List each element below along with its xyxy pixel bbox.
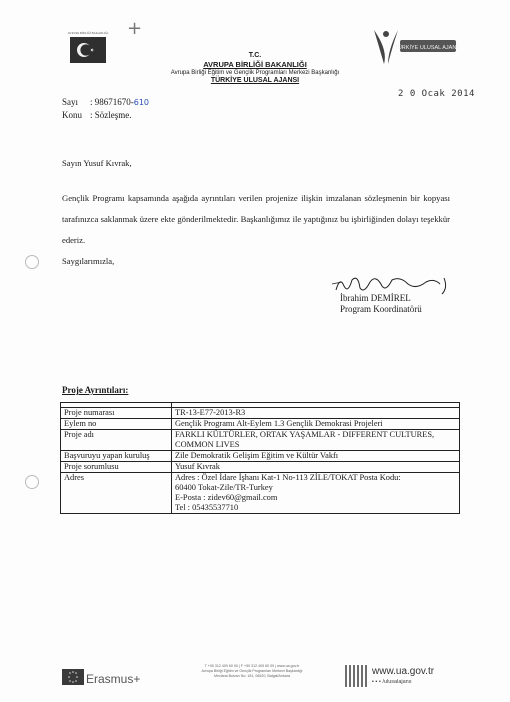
table-row — [61, 430, 460, 451]
website-link[interactable]: www.ua.gov.tr — [372, 666, 435, 677]
erasmus-logo-text: Erasmus+ — [86, 672, 141, 686]
table-row — [61, 419, 460, 430]
sayi-value: : 98671670- — [90, 97, 134, 107]
ministry-logo — [62, 30, 114, 74]
qr-code-icon — [345, 665, 367, 687]
row-label: Adres — [61, 473, 172, 514]
signatory-name: İbrahim DEMİREL — [340, 293, 411, 303]
project-details-heading: Proje Ayrıntıları: — [62, 385, 129, 395]
footer-contact — [177, 664, 327, 679]
left-logo-caption: AVRUPA BİRLİĞİ BAKANLIĞI — [67, 31, 109, 35]
sayi-label: Sayı — [62, 97, 79, 107]
turkish-flag-icon — [70, 37, 106, 63]
row-value: Yusuf Kıvrak — [172, 462, 460, 473]
address-cell — [172, 473, 460, 514]
social-handle-text: /ulusalajans — [382, 679, 412, 685]
social-icons: ▪ ▪ ▪ — [372, 679, 383, 685]
email-line: E-Posta : zidev60@gmail.com — [175, 493, 278, 502]
sayi-handwritten: 610 — [133, 98, 150, 107]
footer-contact-line: T +90 312 409 60 00 | F +90 312 409 60 09 | www.ua.gov.tr — [204, 664, 300, 668]
konu-label: Konu — [62, 110, 82, 120]
eu-flag-icon — [62, 669, 84, 685]
letter-footer — [62, 661, 457, 689]
letter-paragraph: Gençlik Programı kapsamında aşağıda ayrıntıları verilen projenize ilişkin imzalanan sözleşmenin bir kopyası tarafınızca saklanmak üzere ekte gönderilmektedir. Başkanlığımız ile yaptığınız bu işbirliğinden dolayı teşekkür ederiz. — [62, 193, 450, 245]
address-line: 60400 Tokat-Zile/TR-Turkey — [175, 483, 273, 492]
signatory-block — [340, 293, 422, 315]
letterhead-tc: T.C. — [248, 52, 262, 59]
footer-contact-line: Avrupa Birliği Eğitim ve Gençlik Programları Merkezi Başkanlığı — [201, 669, 303, 673]
right-logo-caption: TÜRKİYE ULUSAL AJANSI — [394, 45, 458, 51]
reference-number — [62, 97, 149, 108]
project-details-table — [60, 402, 460, 514]
footer-contact-line: Mevlana Bulvarı No: 181, 06520, Balgat/Ankara — [214, 674, 290, 678]
salutation: Sayın Yusuf Kıvrak, — [62, 158, 132, 168]
punch-hole — [25, 255, 39, 269]
table-row — [61, 408, 460, 419]
row-label: Proje numarası — [61, 408, 172, 419]
address-line: Adres : Özel İdare İşhanı Kat-1 No-113 ZİLE/TOKAT Posta Kodu: — [175, 473, 401, 482]
row-value: TR-13-E77-2013-R3 — [172, 408, 460, 419]
table-row — [61, 462, 460, 473]
row-label: Eylem no — [61, 419, 172, 430]
table-row — [61, 451, 460, 462]
signatory-title: Program Koordinatörü — [340, 304, 422, 314]
row-value: FARKLI KÜLTÜRLER, ORTAK YAŞAMLAR - DIFFERENT CULTURES, COMMON LIVES — [172, 430, 460, 451]
table-row — [61, 473, 460, 514]
pencil-mark: + — [127, 18, 143, 39]
letter-date: 2 0 Ocak 2014 — [398, 89, 475, 99]
phone-line: Tel : 05435537710 — [175, 503, 239, 512]
row-label: Proje sorumlusu — [61, 462, 172, 473]
letterhead-ministry: AVRUPA BİRLİĞİ BAKANLIĞI — [203, 60, 307, 69]
letterhead-agency: TÜRKİYE ULUSAL AJANSI — [210, 77, 300, 84]
subject-line — [62, 110, 132, 121]
social-handle — [372, 679, 411, 685]
punch-hole — [25, 475, 39, 489]
row-label: Proje adı — [61, 430, 172, 451]
letterhead-center: Avrupa Birliği Eğitim ve Gençlik Programları Merkezi Başkanlığı — [170, 70, 340, 76]
closing: Saygılarımızla, — [62, 256, 115, 266]
row-value: Gençlik Programı Alt-Eylem 1.3 Gençlik Demokrasi Projeleri — [172, 419, 460, 430]
konu-value: : Sözleşme. — [90, 110, 132, 120]
national-agency-logo — [368, 24, 458, 78]
letterhead — [150, 52, 360, 85]
row-value: Zile Demokratik Gelişim Eğitim ve Kültür Vakfı — [172, 451, 460, 462]
row-label: Başvuruyu yapan kuruluş — [61, 451, 172, 462]
